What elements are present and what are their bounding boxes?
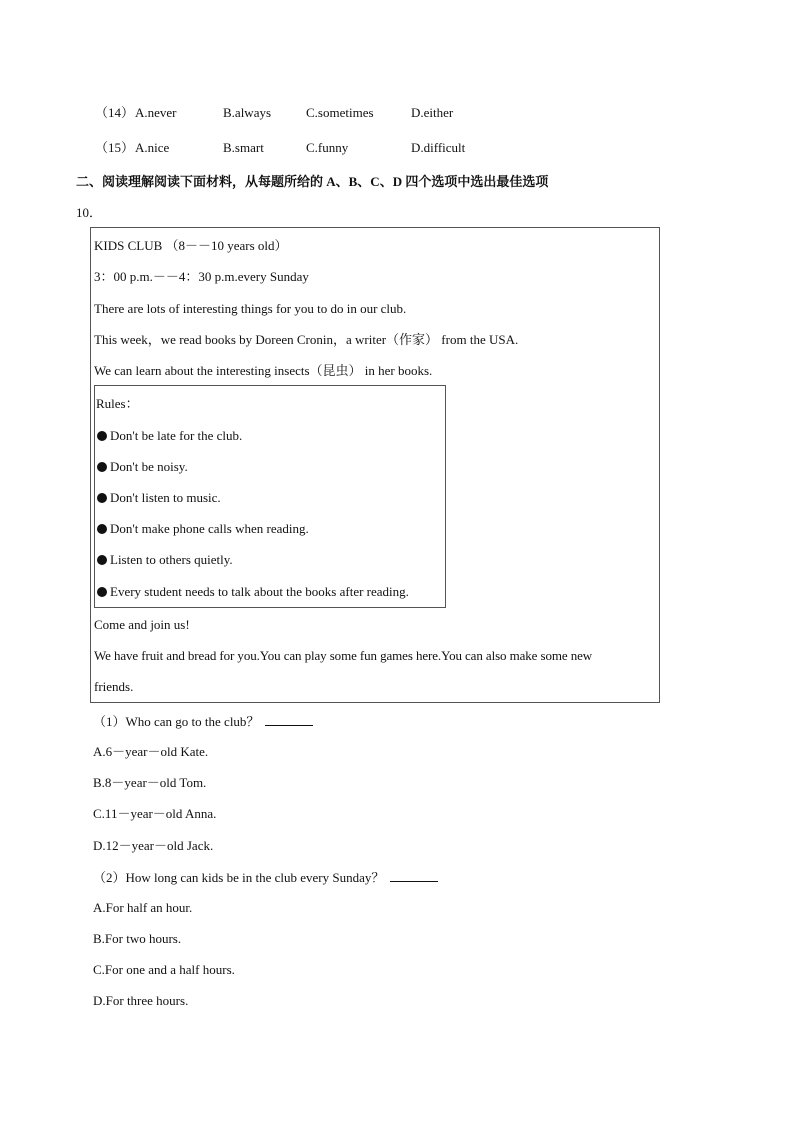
q2-option-a: A.For half an hour. xyxy=(93,900,193,915)
section-heading: 二、阅读理解阅读下面材料，从每题所给的 A、B、C、D 四个选项中选出最佳选项 xyxy=(76,174,549,189)
q1-option-a: A.6－year－old Kate. xyxy=(93,744,209,759)
answer-blank xyxy=(390,869,438,882)
bullet-icon xyxy=(97,555,107,565)
q15-number: （15） xyxy=(95,140,135,155)
q1-option-d: D.12－year－old Jack. xyxy=(93,838,214,853)
q2-stem xyxy=(93,869,438,886)
passage-paragraph-1: There are lots of interesting things for you to do in our club. xyxy=(94,301,407,316)
rule-text: Don't be noisy. xyxy=(110,459,188,474)
rule-item xyxy=(97,490,221,506)
rule-text: Don't make phone calls when reading. xyxy=(110,521,309,536)
question-number: 10． xyxy=(76,205,103,220)
q1-stem-text: （1）Who can go to the club？ xyxy=(93,714,260,729)
rule-item xyxy=(97,428,242,444)
q15-option-c: C.funny xyxy=(306,140,349,155)
q14-option-c: C.sometimes xyxy=(306,105,374,120)
q15-option-a: A.nice xyxy=(135,140,170,155)
rule-item xyxy=(97,459,188,475)
q14-option-b: B.always xyxy=(223,105,272,120)
rule-text: Don't be late for the club. xyxy=(110,428,243,443)
q2-option-d: D.For three hours. xyxy=(93,993,189,1008)
bullet-icon xyxy=(97,587,107,597)
answer-blank xyxy=(265,713,313,726)
q15-option-b: B.smart xyxy=(223,140,264,155)
q1-option-c: C.11－year－old Anna. xyxy=(93,806,217,821)
rule-item xyxy=(97,584,409,600)
passage-paragraph-2: This week，we read books by Doreen Cronin，a writer（作家） from the USA. xyxy=(94,332,519,347)
q2-stem-text: （2）How long can kids be in the club every Sunday？ xyxy=(93,870,385,885)
bullet-icon xyxy=(97,462,107,472)
passage-paragraph-4: Come and join us! xyxy=(94,617,190,632)
q14-option-a: A.never xyxy=(135,105,177,120)
rule-text: Listen to others quietly. xyxy=(110,552,233,567)
q2-option-b: B.For two hours. xyxy=(93,931,182,946)
passage-paragraph-5: We have fruit and bread for you.You can play some fun games here.You can also make some new xyxy=(94,648,593,663)
rule-text: Every student needs to talk about the books after reading. xyxy=(110,584,409,599)
passage-time: 3：00 p.m.－－4：30 p.m.every Sunday xyxy=(94,269,309,284)
passage-paragraph-3: We can learn about the interesting insects（昆虫） in her books. xyxy=(94,363,433,378)
q14-number: （14） xyxy=(95,105,135,120)
rule-item xyxy=(97,521,309,537)
bullet-icon xyxy=(97,524,107,534)
q1-stem xyxy=(93,713,313,730)
q15-option-d: D.difficult xyxy=(411,140,466,155)
q1-option-b: B.8－year－old Tom. xyxy=(93,775,207,790)
rules-title: Rules： xyxy=(96,396,139,411)
rule-item xyxy=(97,552,233,568)
passage-title: KIDS CLUB （8－－10 years old） xyxy=(94,238,288,253)
bullet-icon xyxy=(97,431,107,441)
bullet-icon xyxy=(97,493,107,503)
q2-option-c: C.For one and a half hours. xyxy=(93,962,235,977)
passage-paragraph-5-cont: friends. xyxy=(94,679,134,694)
q14-option-d: D.either xyxy=(411,105,454,120)
rule-text: Don't listen to music. xyxy=(110,490,221,505)
